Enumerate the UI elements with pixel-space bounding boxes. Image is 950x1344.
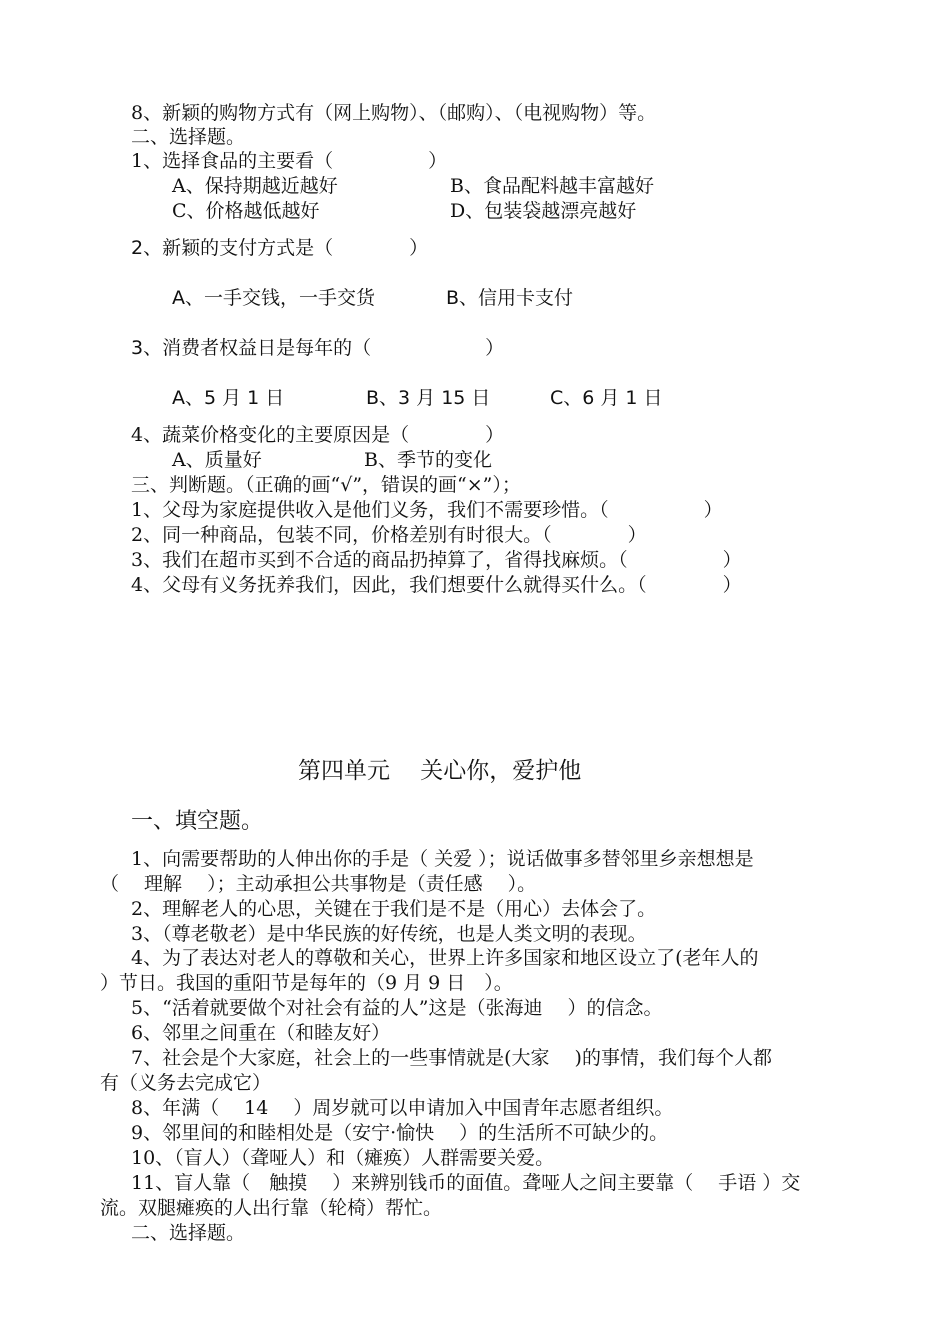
unit4-line-11: 8、年满（ 14 ）周岁就可以申请加入中国青年志愿者组织。 [131,1097,674,1119]
q1-option-c: C、价格越低越好 [172,200,320,222]
judge-item-2: 2、同一种商品，包装不同，价格差别有时很大。（ ） [131,524,647,546]
q2-stem: 2、新颖的支付方式是（ ） [131,237,429,259]
unit4-line-7: 5、“活着就要做个对社会有益的人”这是（张海迪 ）的信念。 [131,997,663,1019]
q4-stem: 4、蔬菜价格变化的主要原因是（ ） [131,424,505,446]
unit-title: 第四单元 关心你，爱护他 [298,758,582,784]
unit4-line-13: 10、（盲人）（聋哑人）和（瘫痪）人群需要关爱。 [131,1147,555,1169]
unit4-line-15: 流。双腿瘫痪的人出行靠（轮椅）帮忙。 [100,1197,443,1219]
q3-stem: 3、消费者权益日是每年的（ ） [131,337,505,359]
unit4-line-8: 6、邻里之间重在（和睦友好） [131,1022,391,1044]
fill-item-8: 8、新颖的购物方式有（网上购物）、（邮购）、（电视购物）等。 [131,102,657,124]
unit4-line-4: 3、（尊老敬老）是中华民族的好传统，也是人类文明的表现。 [131,923,647,945]
q1-stem: 1、选择食品的主要看（ ） [131,150,448,172]
q4-option-a: A、质量好 [172,449,262,471]
q2-option-a: A、一手交钱，一手交货 [172,287,375,309]
q1-option-d: D、包装袋越漂亮越好 [450,200,637,222]
unit4-line-5: 4、为了表达对老人的尊敬和关心，世界上许多国家和地区设立了(老年人的 [131,947,759,969]
q1-option-a: A、保持期越近越好 [172,175,338,197]
choice-heading: 二、选择题。 [131,126,246,148]
q3-option-b: B、3 月 15 日 [366,387,491,409]
unit4-line-12: 9、邻里间的和睦相处是（安宁·愉快 ）的生活所不可缺少的。 [131,1122,669,1144]
judge-item-1: 1、父母为家庭提供收入是他们义务，我们不需要珍惜。（ ） [131,499,723,521]
judge-item-3: 3、我们在超市买到不合适的商品扔掉算了，省得找麻烦。（ ） [131,549,742,571]
q3-option-c: C、6 月 1 日 [550,387,663,409]
judge-item-4: 4、父母有义务抚养我们，因此，我们想要什么就得买什么。（ ） [131,574,742,596]
judge-heading: 三、判断题。（正确的画“√”，错误的画“×”）； [131,474,521,496]
unit4-choice-heading: 二、选择题。 [131,1222,246,1244]
q1-option-b: B、食品配料越丰富越好 [450,175,654,197]
unit4-line-14: 11、盲人靠（ 触摸 ）来辨别钱币的面值。聋哑人之间主要靠（ 手语 ）交 [131,1172,801,1194]
fill-heading: 一、填空题。 [131,809,264,834]
unit4-line-6: ）节日。我国的重阳节是每年的（9 月 9 日 ）。 [100,972,513,994]
q3-option-a: A、5 月 1 日 [172,387,285,409]
unit4-line-10: 有（义务去完成它） [100,1072,272,1094]
q2-option-b: B、信用卡支付 [446,287,574,309]
q4-option-b: B、季节的变化 [364,449,492,471]
unit4-line-2: （ 理解 ）；主动承担公共事物是（责任感 ）。 [100,873,537,895]
unit4-line-1: 1、向需要帮助的人伸出你的手是（ 关爱 ）；说话做事多替邻里乡亲想想是 [131,848,754,870]
unit4-line-9: 7、社会是个大家庭，社会上的一些事情就是(大家 )的事情，我们每个人都 [131,1047,772,1069]
unit4-line-3: 2、理解老人的心思，关键在于我们是不是（用心）去体会了。 [131,898,657,920]
